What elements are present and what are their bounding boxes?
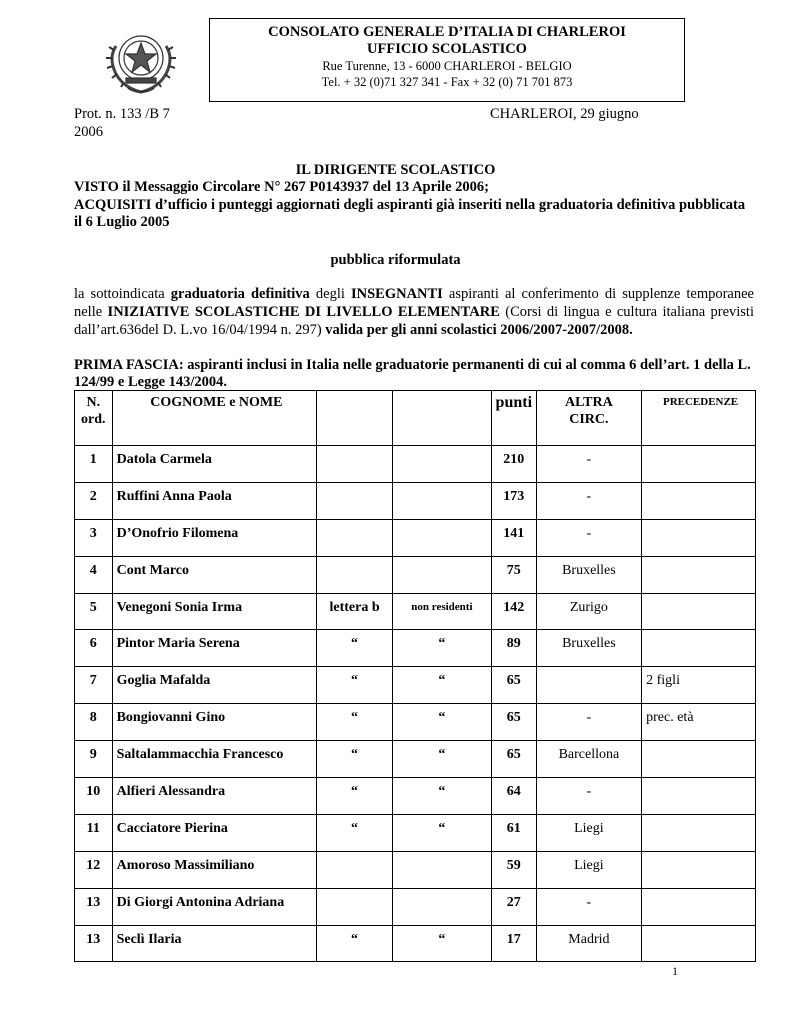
- prima-fascia-text: PRIMA FASCIA: aspiranti inclusi in Italia nelle graduatorie permanenti di cui al comma 6 dell’art. 1 della L. 124/99 e Legge 143/2004.: [74, 357, 751, 390]
- row-altra-circ: -: [536, 519, 641, 556]
- pubblica-heading: pubblica riformulata: [330, 252, 461, 268]
- row-number: 2: [75, 482, 113, 519]
- table-row: [75, 519, 756, 556]
- row-col-a: “: [317, 667, 393, 704]
- table-row: [75, 482, 756, 519]
- row-altra-circ: [536, 667, 641, 704]
- table-row: [75, 704, 756, 741]
- row-name: Cont Marco: [112, 556, 317, 593]
- body-text-2: graduatoria definitiva: [170, 286, 310, 302]
- ranking-table: [74, 390, 756, 962]
- header-altra-line2: CIRC.: [569, 412, 609, 427]
- row-col-b: [392, 446, 491, 483]
- row-number: 3: [75, 519, 113, 556]
- row-col-a: lettera b: [317, 593, 393, 630]
- row-col-b: [392, 519, 491, 556]
- row-precedenze: [642, 556, 756, 593]
- row-col-a: “: [317, 741, 393, 778]
- row-col-b: “: [392, 704, 491, 741]
- row-punti: 65: [491, 704, 536, 741]
- table-row: [75, 556, 756, 593]
- row-altra-circ: Bruxelles: [536, 630, 641, 667]
- row-precedenze: prec. età: [642, 704, 756, 741]
- row-altra-circ: Liegi: [536, 851, 641, 888]
- row-name: Seclì Ilaria: [112, 925, 317, 962]
- row-col-a: “: [317, 630, 393, 667]
- row-col-a: “: [317, 925, 393, 962]
- row-name: Pintor Maria Serena: [112, 630, 317, 667]
- row-name: Cacciatore Pierina: [112, 814, 317, 851]
- row-precedenze: [642, 519, 756, 556]
- row-name: Venegoni Sonia Irma: [112, 593, 317, 630]
- row-punti: 65: [491, 741, 536, 778]
- letterhead-box: [209, 18, 685, 102]
- row-altra-circ: Madrid: [536, 925, 641, 962]
- office-address: Rue Turenne, 13 - 6000 CHARLEROI - BELGIO: [322, 59, 572, 73]
- row-col-a: “: [317, 814, 393, 851]
- body-text-1: la sottoindicata: [74, 286, 171, 302]
- place-date: CHARLEROI, 29 giugno: [490, 106, 639, 122]
- table-row: [75, 814, 756, 851]
- header-name: COGNOME e NOME: [112, 391, 317, 446]
- row-col-b: “: [392, 667, 491, 704]
- row-col-b: “: [392, 741, 491, 778]
- row-col-a: “: [317, 778, 393, 815]
- row-col-b: [392, 888, 491, 925]
- row-name: Ruffini Anna Paola: [112, 482, 317, 519]
- table-row: [75, 888, 756, 925]
- row-col-b: “: [392, 814, 491, 851]
- office-contacts: Tel. + 32 (0)71 327 341 - Fax + 32 (0) 71 701 873: [321, 75, 573, 89]
- header-col-a: [317, 391, 393, 446]
- acquisiti-clause: ACQUISITI d’ufficio i punteggi aggiornati degli aspiranti già inseriti nella graduatoria definitiva pubblicata il 6 Luglio 2005: [74, 197, 746, 230]
- table-row: [75, 446, 756, 483]
- table-row: [75, 593, 756, 630]
- row-punti: 210: [491, 446, 536, 483]
- office-name: UFFICIO SCOLASTICO: [367, 41, 527, 57]
- header-nord-line1: N.: [86, 395, 101, 410]
- body-text-7: (Corsi di lingua e cultura italiana previsti dall’art.636del D. L.vo 16/04/1994 n. 297): [74, 304, 754, 338]
- row-altra-circ: Zurigo: [536, 593, 641, 630]
- table-row: [75, 630, 756, 667]
- row-number: 11: [75, 814, 113, 851]
- row-altra-circ: -: [536, 888, 641, 925]
- row-punti: 64: [491, 778, 536, 815]
- row-number: 5: [75, 593, 113, 630]
- row-altra-circ: -: [536, 446, 641, 483]
- row-col-a: [317, 888, 393, 925]
- row-col-a: [317, 556, 393, 593]
- table-row: [75, 667, 756, 704]
- row-precedenze: 2 figli: [642, 667, 756, 704]
- header-col-b: [392, 391, 491, 446]
- row-altra-circ: -: [536, 482, 641, 519]
- table-row: [75, 778, 756, 815]
- header-altra-line1: ALTRA: [565, 395, 613, 410]
- row-name: Saltalammacchia Francesco: [112, 741, 317, 778]
- row-name: Goglia Mafalda: [112, 667, 317, 704]
- row-number: 13: [75, 888, 113, 925]
- row-name: Alfieri Alessandra: [112, 778, 317, 815]
- protocol-year: 2006: [74, 124, 103, 140]
- header-nord-line2: ord.: [81, 412, 106, 427]
- row-number: 10: [75, 778, 113, 815]
- row-col-b: [392, 556, 491, 593]
- row-precedenze: [642, 741, 756, 778]
- row-col-b: “: [392, 925, 491, 962]
- row-precedenze: [642, 482, 756, 519]
- row-number: 13: [75, 925, 113, 962]
- page-number: 1: [672, 964, 678, 978]
- row-col-a: [317, 482, 393, 519]
- row-name: D’Onofrio Filomena: [112, 519, 317, 556]
- body-text-5: aspiranti al conferimento di supplenze temporanee nelle: [74, 286, 754, 320]
- body-paragraph: [74, 285, 754, 339]
- visto-clause: VISTO il Messaggio Circolare N° 267 P0143937 del 13 Aprile 2006;: [74, 179, 490, 195]
- row-number: 8: [75, 704, 113, 741]
- header-altra-circ: [536, 391, 641, 446]
- row-punti: 27: [491, 888, 536, 925]
- row-altra-circ: Liegi: [536, 814, 641, 851]
- row-precedenze: [642, 593, 756, 630]
- body-text-6: INIZIATIVE SCOLASTICHE DI LIVELLO ELEMENTARE: [107, 304, 500, 320]
- row-number: 9: [75, 741, 113, 778]
- body-text-4: INSEGNANTI: [350, 286, 443, 302]
- row-col-b: non residenti: [392, 593, 491, 630]
- row-col-a: [317, 851, 393, 888]
- header-punti: punti: [491, 391, 536, 446]
- row-col-b: “: [392, 778, 491, 815]
- row-number: 1: [75, 446, 113, 483]
- row-punti: 173: [491, 482, 536, 519]
- row-precedenze: [642, 888, 756, 925]
- table-row: [75, 925, 756, 962]
- row-punti: 141: [491, 519, 536, 556]
- document-title: IL DIRIGENTE SCOLASTICO: [295, 162, 496, 178]
- row-col-b: [392, 482, 491, 519]
- row-punti: 89: [491, 630, 536, 667]
- row-precedenze: [642, 630, 756, 667]
- row-name: Amoroso Massimiliano: [112, 851, 317, 888]
- row-punti: 65: [491, 667, 536, 704]
- row-number: 7: [75, 667, 113, 704]
- row-altra-circ: Bruxelles: [536, 556, 641, 593]
- row-col-a: [317, 519, 393, 556]
- row-precedenze: [642, 925, 756, 962]
- row-col-b: [392, 851, 491, 888]
- row-col-b: “: [392, 630, 491, 667]
- row-punti: 142: [491, 593, 536, 630]
- row-name: Bongiovanni Gino: [112, 704, 317, 741]
- row-punti: 17: [491, 925, 536, 962]
- table-row: [75, 741, 756, 778]
- table-row: [75, 851, 756, 888]
- row-precedenze: [642, 446, 756, 483]
- row-punti: 61: [491, 814, 536, 851]
- header-precedenze: PRECEDENZE: [642, 391, 756, 446]
- table-header-row: [75, 391, 756, 446]
- body-text-8: valida per gli anni scolastici 2006/2007-2007/2008.: [325, 322, 633, 338]
- row-altra-circ: -: [536, 778, 641, 815]
- row-number: 6: [75, 630, 113, 667]
- row-punti: 75: [491, 556, 536, 593]
- consulate-name: CONSOLATO GENERALE D’ITALIA DI CHARLEROI: [268, 24, 626, 40]
- row-name: Datola Carmela: [112, 446, 317, 483]
- row-altra-circ: Barcellona: [536, 741, 641, 778]
- row-number: 12: [75, 851, 113, 888]
- row-name: Di Giorgi Antonina Adriana: [112, 888, 317, 925]
- protocol-number: Prot. n. 133 /B 7: [74, 106, 170, 122]
- header-nord: [75, 391, 113, 446]
- row-altra-circ: -: [536, 704, 641, 741]
- row-col-a: “: [317, 704, 393, 741]
- republic-emblem-icon: [96, 16, 186, 102]
- row-punti: 59: [491, 851, 536, 888]
- row-number: 4: [75, 556, 113, 593]
- row-col-a: [317, 446, 393, 483]
- row-precedenze: [642, 851, 756, 888]
- row-precedenze: [642, 778, 756, 815]
- body-text-3: degli: [309, 286, 351, 302]
- row-precedenze: [642, 814, 756, 851]
